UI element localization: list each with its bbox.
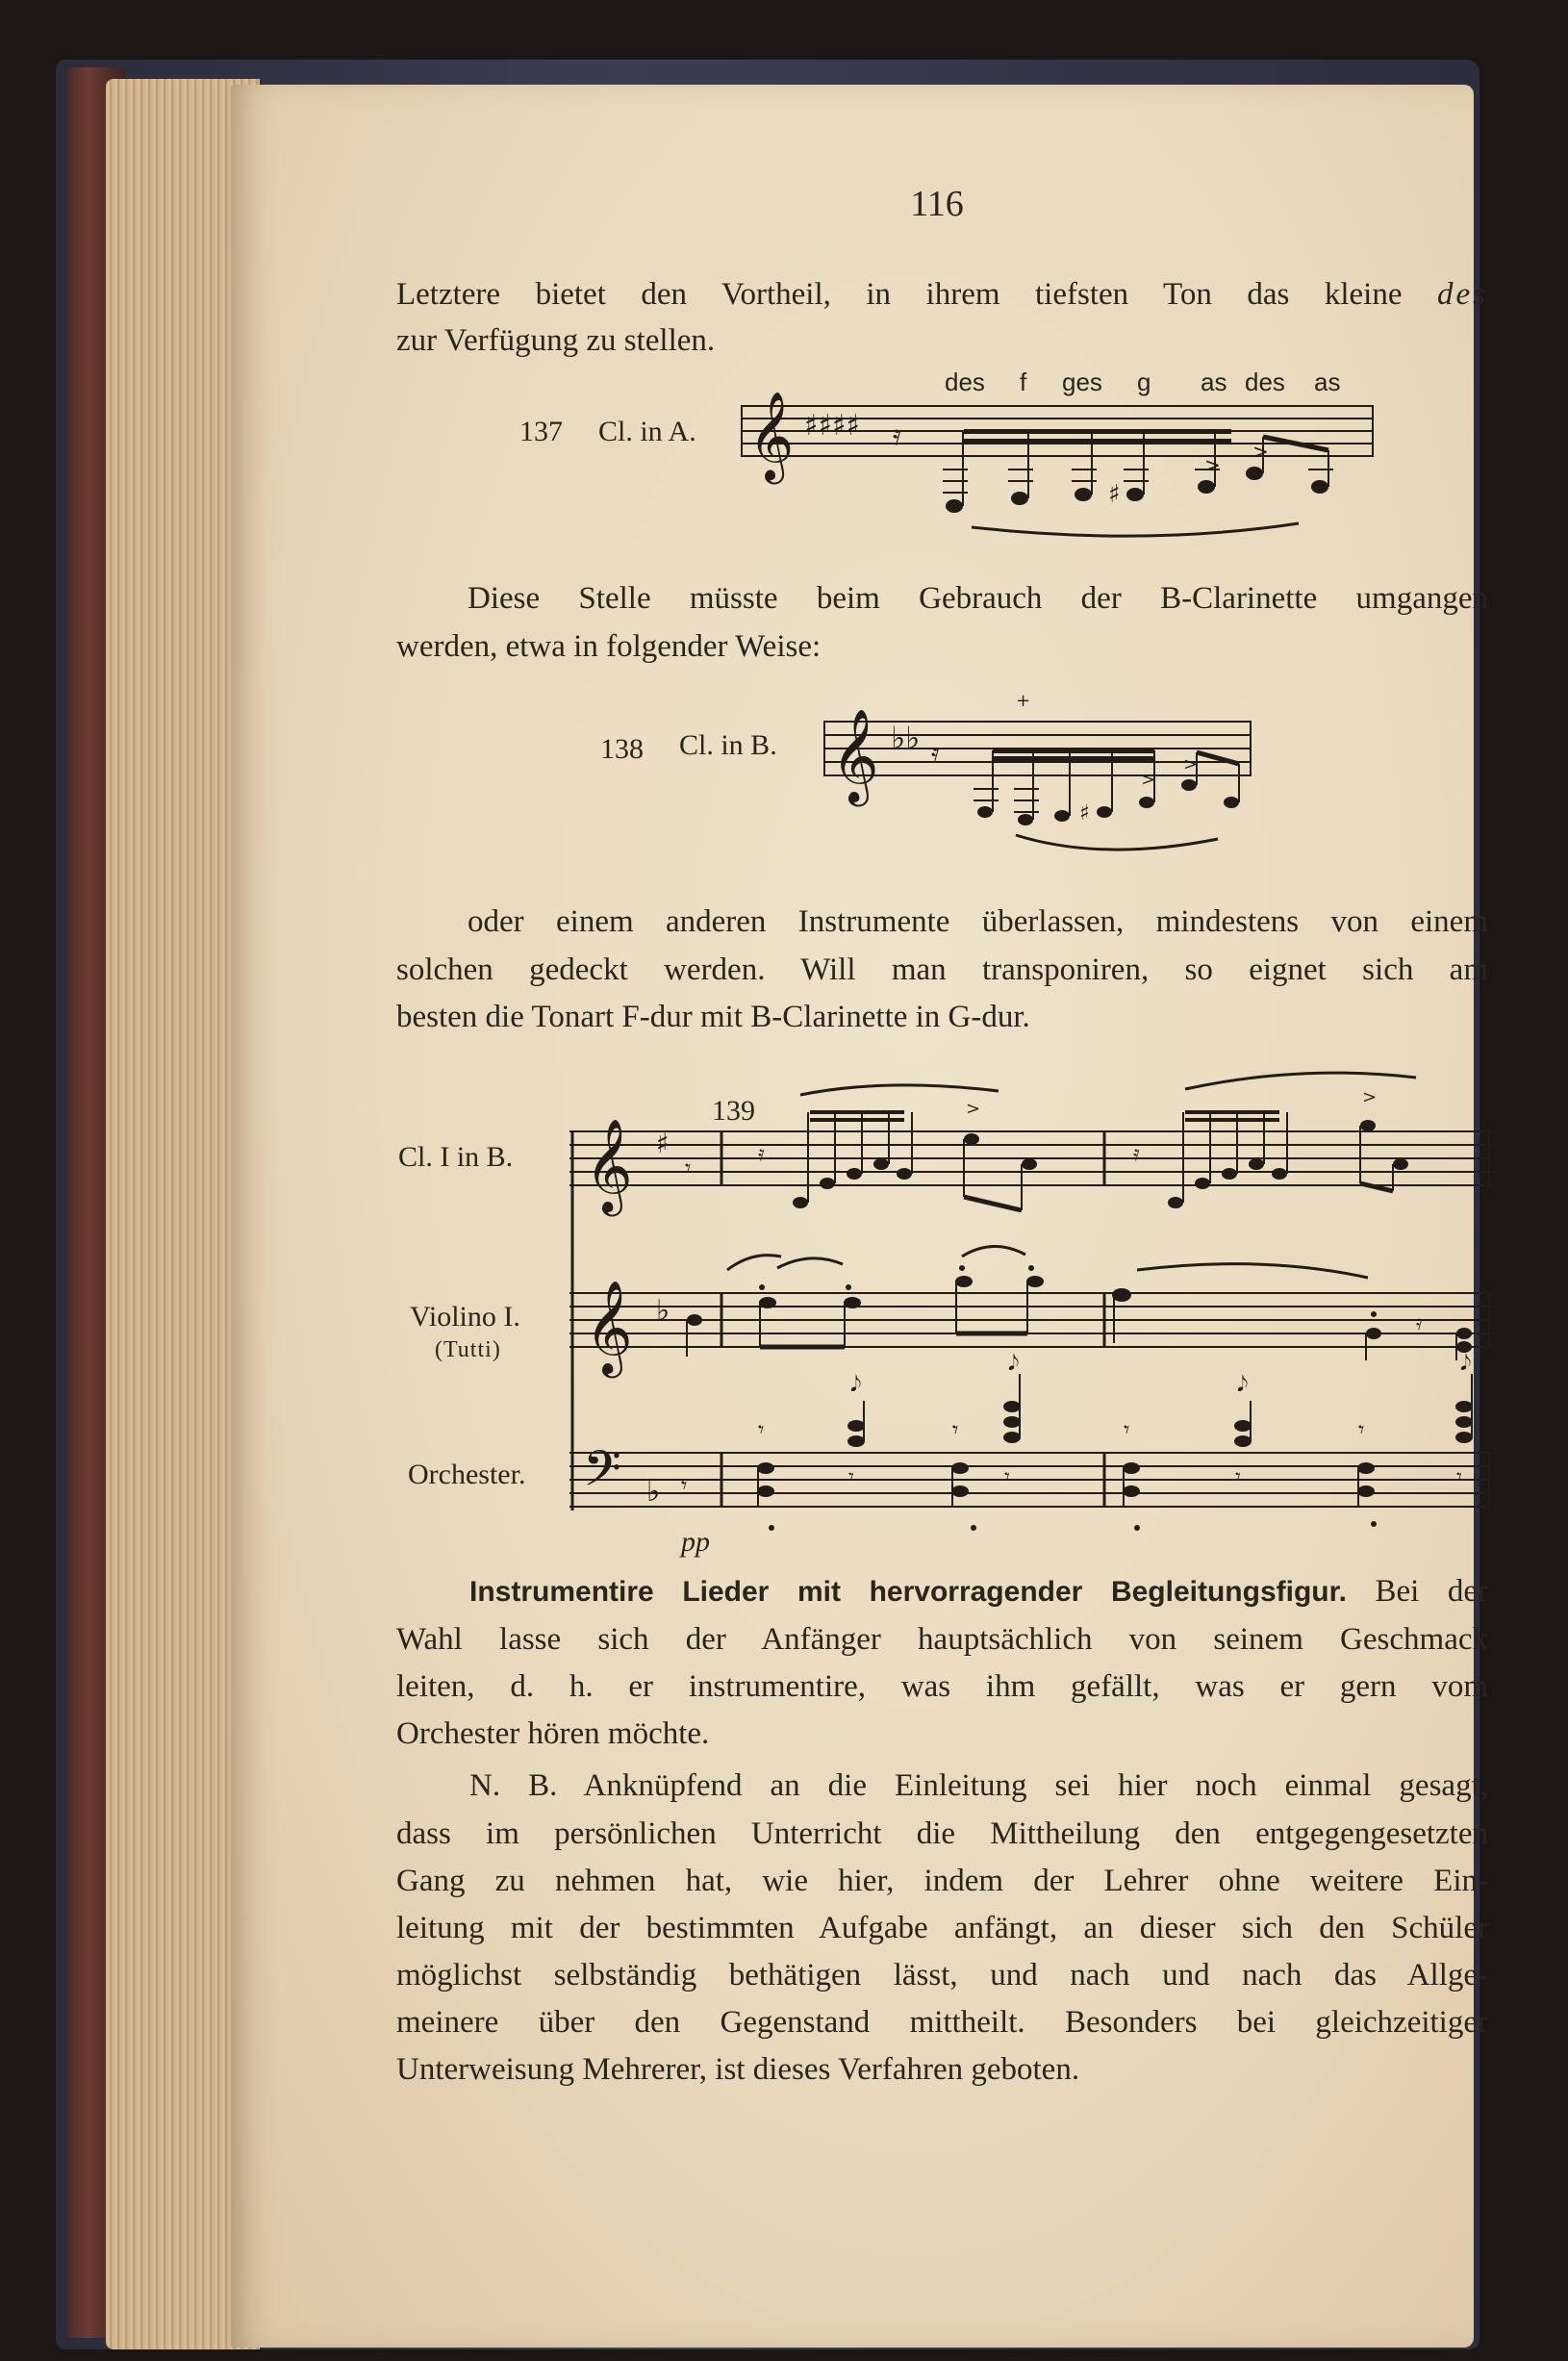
svg-text:𝄾: 𝄾 [1124, 1416, 1130, 1443]
example-137-staff [741, 391, 1376, 548]
svg-text:𝄿: 𝄿 [758, 1142, 765, 1166]
svg-text:𝄾: 𝄾 [1358, 1416, 1365, 1443]
example-139-score [569, 1068, 1495, 1530]
paragraph-5-line-2: dass im persönlichen Unterricht die Mittheilung den entgegengesetzten [396, 1816, 1488, 1851]
paragraph-5-line-6: meinere über den Gegenstand mittheilt. Besonders bei gleichzeitiger [396, 2005, 1488, 2040]
staff-label-orchestra: Orchester. [408, 1459, 526, 1490]
svg-text:♭: ♭ [646, 1475, 661, 1509]
example-138-staff [823, 693, 1256, 876]
paragraph-3-line-2: solchen gedeckt werden. Will man transponiren, so eignet sich am [396, 952, 1488, 987]
svg-text:𝄾: 𝄾 [1004, 1465, 1010, 1489]
svg-text:>: > [966, 1099, 981, 1119]
staff-label-clarinet: Cl. I in B. [398, 1141, 514, 1173]
svg-text:𝅘𝅥𝅮: 𝅘𝅥𝅮 [1460, 1352, 1472, 1376]
svg-text:>: > [1204, 453, 1221, 476]
staff-label-violin: Violino I. [410, 1301, 520, 1333]
paragraph-5b [396, 1811, 1488, 2094]
paragraph-3 [468, 899, 1488, 946]
note-name-4: g [1137, 368, 1151, 396]
paragraph-1-text: Letztere bietet den Vortheil, in ihrem tiefsten Ton das kleine [396, 277, 1403, 312]
example-139-number: 139 [712, 1095, 755, 1127]
note-name-5: as [1201, 368, 1227, 396]
treble-clef: 𝄞 [831, 708, 879, 802]
paragraph-5-line-3: Gang zu nehmen hat, wie hier, indem der Lehrer ohne weitere Ein- [396, 1864, 1488, 1898]
svg-text:𝄞: 𝄞 [585, 1118, 633, 1212]
beamed-notes [943, 429, 1333, 513]
slur [1016, 835, 1218, 850]
svg-text:♯: ♯ [1108, 480, 1121, 509]
svg-text:♭: ♭ [656, 1294, 670, 1328]
paragraph-1-line-2: zur Verfügung zu stellen. [396, 323, 716, 358]
treble-clef: 𝄞 [748, 391, 795, 480]
accent-mark: + [1016, 691, 1031, 711]
dynamic-pp: pp [681, 1526, 710, 1558]
svg-text:𝄿: 𝄿 [1416, 1311, 1423, 1335]
paragraph-2 [468, 575, 1488, 622]
paragraph-4-line-4: Orchester hören möchte. [396, 1716, 710, 1751]
rest: 𝄿 [931, 737, 940, 769]
svg-text:𝄿: 𝄿 [1133, 1142, 1140, 1166]
svg-text:𝄾: 𝄾 [1456, 1465, 1462, 1489]
paragraph-5-line-1: N. B. Anknüpfend an die Einleitung sei hier noch einmal gesagt, [469, 1768, 1488, 1803]
svg-text:♯: ♯ [656, 1128, 670, 1159]
svg-text:𝄞: 𝄞 [585, 1280, 633, 1374]
note-name-7: as [1314, 368, 1341, 396]
svg-text:♯: ♯ [1079, 801, 1090, 825]
example-138-number: 138 [600, 733, 644, 765]
svg-text:𝄾: 𝄾 [685, 1155, 692, 1181]
svg-text:𝅘𝅥𝅮: 𝅘𝅥𝅮 [1008, 1352, 1020, 1376]
paragraph-5-line-7: Unterweisung Mehrerer, ist dieses Verfahren geboten. [396, 2052, 1080, 2087]
example-137-label: Cl. in A. [598, 416, 696, 447]
violin-staff [569, 1246, 1491, 1378]
paragraph-4-line-1 [469, 1568, 1488, 1615]
paragraph-3-line-3: besten die Tonart F-dur mit B-Clarinette in G-dur. [396, 1000, 1030, 1034]
svg-text:𝅘𝅥𝅮: 𝅘𝅥𝅮 [850, 1373, 862, 1397]
paragraph-2-line-1: Diese Stelle müsste beim Gebrauch der B-Clarinette umgangen [468, 581, 1488, 616]
paragraph-4b [396, 1616, 1488, 1758]
paragraph-4-line-2: Wahl lasse sich der Anfänger hauptsächlich von seinem Geschmack [396, 1622, 1488, 1657]
paragraph-2b [396, 623, 974, 671]
paragraph-1 [396, 271, 1488, 318]
slur [972, 523, 1299, 536]
paragraph-4 [469, 1568, 1488, 1615]
svg-text:𝅘𝅥𝅮: 𝅘𝅥𝅮 [1237, 1373, 1249, 1397]
section-heading: Instrumentire Lieder mit hervorragender Begleitungsfigur. [469, 1576, 1347, 1608]
paragraph-4-line-3: leiten, d. h. er instrumentire, was ihm gefällt, was er gern vom [396, 1669, 1488, 1704]
svg-text:>: > [1141, 770, 1156, 790]
paragraph-2-line-2: werden, etwa in folgender Weise: [396, 629, 822, 664]
paragraph-5-line-5: möglichst selbständig bethätigen lässt, und nach und nach das Allge- [396, 1958, 1488, 1993]
note-name-2: f [1020, 368, 1027, 396]
paragraph-3b [396, 947, 1488, 1041]
paragraph-4-line-1-rest: Bei der [1375, 1574, 1488, 1609]
svg-text:𝄾: 𝄾 [952, 1416, 959, 1443]
page-number: 116 [910, 184, 964, 224]
note-name-1: des [945, 368, 985, 396]
example-138-label: Cl. in B. [679, 729, 777, 761]
italic-des: des [1437, 277, 1488, 312]
rest: 𝄿 [893, 419, 902, 452]
paragraph-5-line-4: leitung mit der bestimmten Aufgabe anfängt, an dieser sich den Schüler [396, 1911, 1488, 1945]
svg-text:>: > [1252, 440, 1269, 463]
key-sharps: ♯♯♯♯ [804, 409, 861, 443]
svg-text:𝄾: 𝄾 [758, 1416, 765, 1443]
svg-text:𝄾: 𝄾 [681, 1472, 688, 1499]
beamed-notes [974, 749, 1239, 825]
svg-text:𝄾: 𝄾 [1235, 1465, 1241, 1489]
svg-text:𝄾: 𝄾 [848, 1465, 854, 1489]
paragraph-1-line-1 [396, 271, 1488, 318]
example-137-number: 137 [519, 416, 563, 447]
note-name-6: des [1245, 368, 1285, 396]
clarinet-staff [569, 1073, 1491, 1216]
paragraph-3-line-1: oder einem anderen Instrumente überlassen, mindestens von einem [468, 904, 1488, 939]
paragraph-5 [469, 1763, 1488, 1810]
key-flats: ♭♭ [891, 720, 921, 756]
orchestra-staff [569, 1352, 1491, 1531]
paragraph-1b [396, 317, 800, 365]
svg-text:>: > [1362, 1087, 1378, 1107]
staff-label-tutti: (Tutti) [435, 1337, 501, 1362]
svg-text:𝄢: 𝄢 [583, 1439, 621, 1510]
note-name-3: ges [1062, 368, 1102, 396]
svg-text:>: > [1183, 754, 1199, 774]
